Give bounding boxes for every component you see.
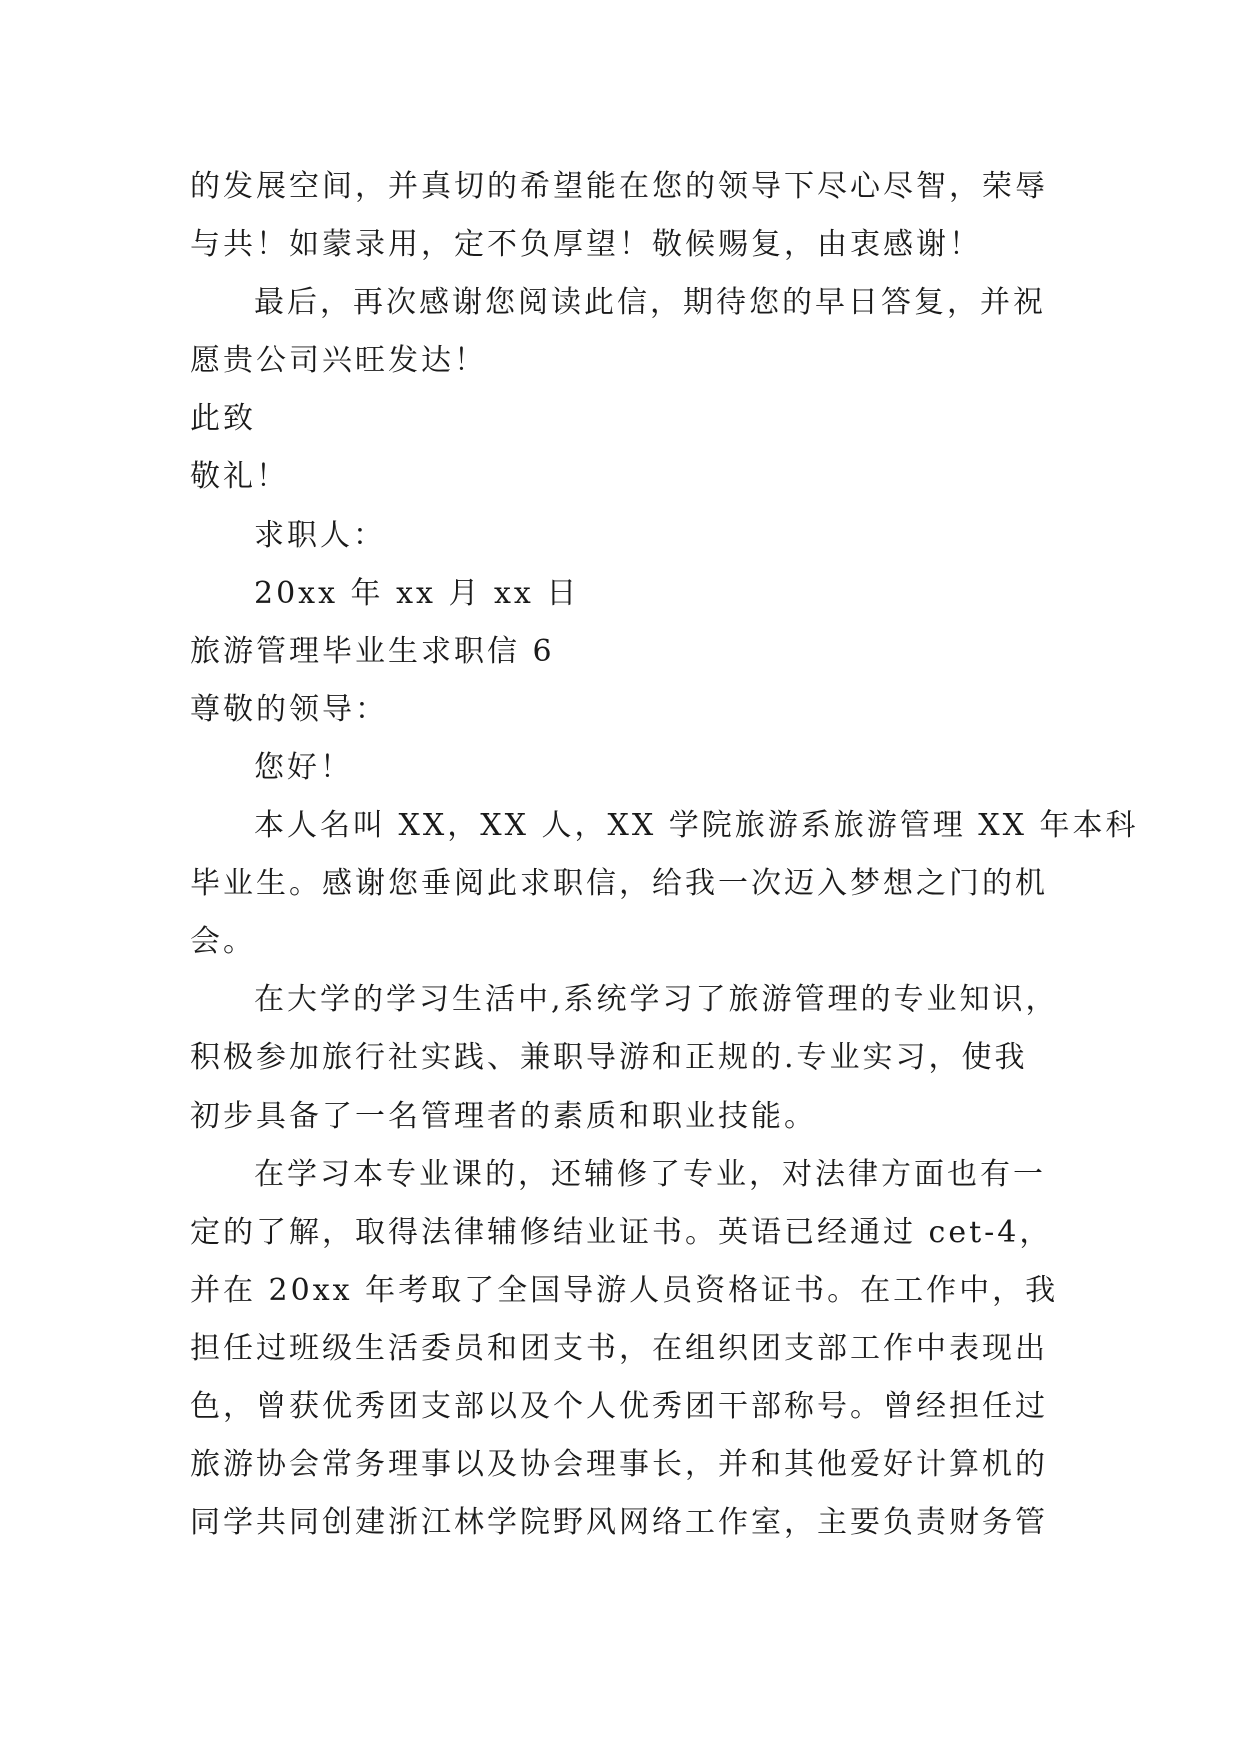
greeting-hello: 您好！ [254, 749, 353, 785]
signature-label: 求职人： [254, 517, 386, 553]
text-line: 的发展空间，并真切的希望能在您的领导下尽心尽智，荣辱 [190, 169, 1048, 204]
text-line: 毕业生。感谢您垂阅此求职信，给我一次迈入梦想之门的机 [190, 866, 1048, 902]
text-line: 在大学的学习生活中,系统学习了旅游管理的专业知识， [254, 982, 1059, 1018]
letter-body [190, 158, 1139, 1552]
greeting: 尊敬的领导： [190, 691, 388, 727]
text-line: 担任过班级生活委员和团支书，在组织团支部工作中表现出 [190, 1330, 1048, 1366]
text-line: 初步具备了一名管理者的素质和职业技能。 [190, 1098, 817, 1134]
text-line: 会。 [190, 924, 256, 960]
text-line: 色，曾获优秀团支部以及个人优秀团干部称号。曾经担任过 [190, 1388, 1048, 1424]
text-line: 定的了解，取得法律辅修结业证书。英语已经通过 cet-4， [190, 1214, 1053, 1250]
closing-salutation: 此致 [190, 401, 256, 437]
text-line: 愿贵公司兴旺发达！ [190, 343, 487, 379]
text-line: 与共！如蒙录用，定不负厚望！敬候赐复，由衷感谢！ [190, 227, 982, 263]
text-line: 本人名叫 XX，XX 人，XX 学院旅游系旅游管理 XX 年本科 [254, 808, 1139, 844]
text-line: 最后，再次感谢您阅读此信，期待您的早日答复，并祝 [254, 285, 1046, 321]
text-line: 积极参加旅行社实践、兼职导游和正规的.专业实习，使我 [190, 1040, 1028, 1076]
section-title: 旅游管理毕业生求职信 6 [190, 633, 555, 669]
text-line: 旅游协会常务理事以及协会理事长，并和其他爱好计算机的 [190, 1447, 1048, 1483]
text-line: 同学共同创建浙江林学院野风网络工作室，主要负责财务管 [190, 1505, 1048, 1541]
text-line: 在学习本专业课的，还辅修了专业，对法律方面也有一 [254, 1156, 1046, 1192]
signature-date: 20xx 年 xx 月 xx 日 [254, 575, 580, 611]
closing-regards: 敬礼！ [190, 459, 289, 495]
text-line: 并在 20xx 年考取了全国导游人员资格证书。在工作中，我 [190, 1272, 1059, 1308]
